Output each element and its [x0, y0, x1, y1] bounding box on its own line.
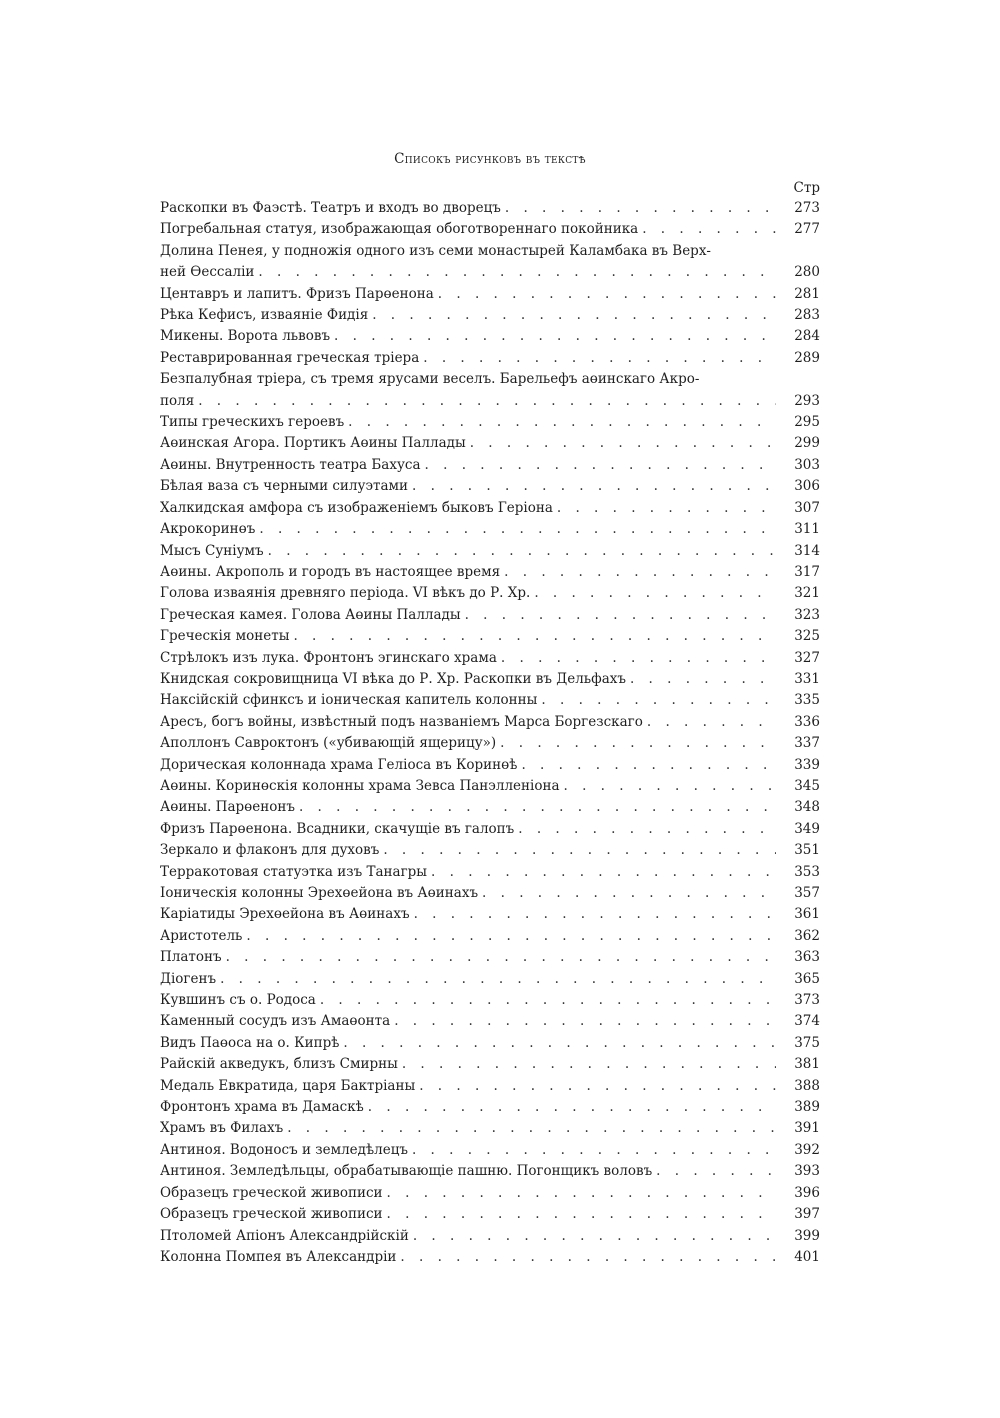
entry-title: Стрѣлокъ изъ лука. Фронтонъ эгинскаго храма	[160, 649, 497, 666]
list-item	[160, 862, 820, 883]
entry-page-number: 388	[794, 1077, 820, 1094]
entry-page-number: 314	[794, 542, 820, 559]
dot-leader	[198, 391, 776, 412]
entry-title: Долина Пенея, у подножія одного изъ семи монастырей Каламбака въ Верх-	[160, 242, 711, 259]
dot-leader	[348, 412, 776, 433]
dot-leader	[394, 1011, 776, 1032]
entry-title: Аресъ, богъ войны, извѣстный подъ названіемъ Марса Боргезскаго	[160, 713, 643, 730]
entry-title: Аөины. Акрополь и городъ въ настоящее время	[160, 563, 501, 580]
list-item	[160, 412, 820, 433]
entry-title-continuation: поля	[160, 392, 195, 409]
entry-page-number: 393	[794, 1163, 820, 1180]
entry-title-continuation: ней Өессаліи	[160, 264, 255, 281]
illustration-index-page	[160, 150, 820, 1268]
dot-leader	[412, 1140, 776, 1161]
entry-title: Халкидская амфора съ изображеніемъ быковъ Геріона	[160, 499, 553, 516]
dot-leader	[320, 990, 776, 1011]
entry-page-number: 362	[794, 927, 820, 944]
entry-page-number: 375	[794, 1034, 820, 1051]
entry-page-number: 373	[794, 992, 820, 1009]
list-item	[160, 690, 820, 711]
dot-leader	[501, 648, 776, 669]
dot-leader	[334, 326, 776, 347]
entry-page-number: 396	[794, 1184, 820, 1201]
dot-leader	[419, 1076, 776, 1097]
list-item	[160, 626, 820, 647]
entry-page-number: 361	[794, 906, 820, 923]
entry-title: Наксійскій сфинксъ и іоническая капитель колонны	[160, 692, 538, 709]
entry-title: Медаль Евкратида, царя Бактріаны	[160, 1077, 416, 1094]
dot-leader	[293, 626, 776, 647]
list-item	[160, 583, 820, 604]
list-item	[160, 1118, 820, 1139]
entry-page-number: 401	[794, 1248, 820, 1265]
entry-page-number: 303	[794, 456, 820, 473]
entry-title: Кувшинъ съ о. Родоса	[160, 992, 316, 1009]
dot-leader	[431, 862, 776, 883]
dot-leader	[226, 947, 776, 968]
entry-page-number: 353	[794, 863, 820, 880]
list-item	[160, 305, 820, 326]
list-item	[160, 433, 820, 454]
entry-page-number: 280	[794, 264, 820, 281]
page-column-header: Стр	[793, 180, 820, 196]
list-item	[160, 883, 820, 904]
entry-title: Раскопки въ Фаэстѣ. Театръ и входъ во дворецъ	[160, 200, 501, 216]
list-item	[160, 455, 820, 476]
entry-title: Образецъ греческой живописи	[160, 1184, 383, 1201]
list-item	[160, 1097, 820, 1118]
dot-leader	[402, 1054, 776, 1075]
entry-page-number: 273	[794, 200, 820, 216]
entry-title: Мысъ Суніумъ	[160, 542, 264, 559]
entry-title: Голова изваянія древняго періода. VI вѣкъ до Р. Хр.	[160, 585, 531, 602]
list-item	[160, 776, 820, 797]
dot-leader	[343, 1033, 776, 1054]
dot-leader	[368, 1097, 776, 1118]
entry-page-number: 289	[794, 349, 820, 366]
dot-leader	[521, 755, 776, 776]
entry-page-number: 345	[794, 777, 820, 794]
list-item	[160, 1076, 820, 1097]
list-item	[160, 519, 820, 540]
dot-leader	[414, 904, 776, 925]
list-item	[160, 241, 820, 284]
dot-leader	[423, 348, 776, 369]
entry-page-number: 365	[794, 970, 820, 987]
dot-leader	[425, 455, 776, 476]
list-item	[160, 1183, 820, 1204]
list-item	[160, 1226, 820, 1247]
entry-page-number: 299	[794, 435, 820, 452]
list-item	[160, 348, 820, 369]
list-item	[160, 1247, 820, 1268]
entry-page-number: 357	[794, 885, 820, 901]
list-item	[160, 712, 820, 733]
entry-page-number: 317	[794, 563, 820, 580]
entry-title: Книдская сокровищница VI вѣка до Р. Хр. Раскопки въ Дельфахъ	[160, 670, 626, 687]
entry-page-number: 323	[794, 606, 820, 623]
entry-page-number: 337	[794, 735, 820, 752]
list-item	[160, 198, 820, 219]
entry-title: Аөинская Агора. Портикъ Аөины Паллады	[160, 435, 466, 452]
dot-leader	[220, 969, 776, 990]
entry-page-number: 307	[794, 499, 820, 516]
entry-page-number: 325	[794, 628, 820, 645]
entry-page-number: 293	[794, 392, 820, 409]
entry-page-number: 374	[794, 1013, 820, 1030]
dot-leader	[438, 284, 776, 305]
dot-leader	[387, 1204, 776, 1225]
list-item	[160, 1204, 820, 1225]
entry-page-number: 381	[794, 1056, 820, 1073]
entry-title: Реставрированная греческая тріера	[160, 349, 420, 366]
dot-leader	[383, 840, 776, 861]
entry-title: Фронтонъ храма въ Дамаскѣ	[160, 1099, 364, 1116]
dot-leader	[412, 476, 776, 497]
list-item	[160, 1054, 820, 1075]
dot-leader	[500, 733, 776, 754]
list-item	[160, 926, 820, 947]
entry-title: Дорическая колоннада храма Геліоса въ Коринөѣ	[160, 756, 518, 773]
entry-title: Терракотовая статуэтка изъ Танагры	[160, 863, 428, 880]
entry-title: Колонна Помпея въ Александріи	[160, 1248, 397, 1265]
list-item	[160, 648, 820, 669]
entry-page-number: 284	[794, 328, 820, 345]
dot-leader	[259, 519, 776, 540]
list-item	[160, 755, 820, 776]
entries-list	[160, 198, 820, 1268]
dot-leader	[387, 1183, 776, 1204]
entry-title: Храмъ въ Филахъ	[160, 1120, 284, 1137]
dot-leader	[465, 605, 776, 626]
dot-leader	[287, 1118, 776, 1139]
entry-title: Типы греческихъ героевъ	[160, 414, 345, 431]
entry-title: Аристотель	[160, 927, 243, 944]
dot-leader	[268, 541, 776, 562]
entry-title: Аполлонъ Савроктонъ («убивающій ящерицу»)	[160, 735, 497, 752]
entry-page-number: 283	[794, 307, 820, 324]
list-item	[160, 969, 820, 990]
dot-leader	[504, 562, 776, 583]
list-item	[160, 541, 820, 562]
list-item	[160, 947, 820, 968]
entry-title: Греческія монеты	[160, 628, 290, 645]
dot-leader	[299, 797, 776, 818]
entry-page-number: 397	[794, 1206, 820, 1223]
entry-title: Акрокоринөъ	[160, 521, 256, 538]
entry-title: Погребальная статуя, изображающая обоготвореннаго покойника	[160, 221, 639, 238]
entry-page-number: 311	[794, 521, 820, 538]
entry-page-number: 321	[794, 585, 820, 602]
list-item	[160, 904, 820, 925]
dot-leader	[518, 819, 776, 840]
entry-title: Безпалубная тріера, съ тремя ярусами веселъ. Барельефъ аөинскаго Акро-	[160, 371, 700, 388]
entry-page-number: 389	[794, 1099, 820, 1116]
entry-title: Антиноя. Земледѣльцы, обрабатывающіе пашню. Погонщикъ воловъ	[160, 1163, 653, 1180]
entry-title: Аөины. Коринөскія колонны храма Зевса Панэлленіона	[160, 777, 560, 794]
list-item	[160, 219, 820, 240]
dot-leader	[564, 776, 777, 797]
entry-title: Микены. Ворота львовъ	[160, 328, 331, 345]
dot-leader	[647, 712, 776, 733]
dot-leader	[541, 690, 776, 711]
entry-title: Антиноя. Водоносъ и земледѣлецъ	[160, 1141, 408, 1158]
entry-page-number: 392	[794, 1141, 820, 1158]
list-item	[160, 605, 820, 626]
list-item	[160, 284, 820, 305]
entry-page-number: 295	[794, 414, 820, 431]
entry-title: Аөины. Внутренность театра Бахуса	[160, 456, 421, 473]
entry-title: Аөины. Парөенонъ	[160, 799, 295, 816]
entry-page-number: 349	[794, 820, 820, 837]
entry-title: Фризъ Парөенона. Всадники, скачущіе въ галопъ	[160, 820, 515, 837]
entry-title: Іоническія колонны Эрехөейона въ Аөинахъ	[160, 885, 479, 901]
entry-title: Рѣка Кефисъ, изваяніе Фидія	[160, 307, 369, 324]
entry-title: Образецъ греческой живописи	[160, 1206, 383, 1223]
dot-leader	[642, 219, 776, 240]
dot-leader	[656, 1161, 776, 1182]
list-item	[160, 990, 820, 1011]
entry-page-number: 335	[794, 692, 820, 709]
list-item	[160, 369, 820, 412]
entry-title: Центавръ и лапитъ. Фризъ Парөенона	[160, 285, 434, 302]
list-item	[160, 1033, 820, 1054]
list-item	[160, 1161, 820, 1182]
entry-title: Видъ Паөоса на о. Кипрѣ	[160, 1034, 340, 1051]
dot-leader	[258, 262, 776, 283]
entry-title: Райскій акведукъ, близъ Смирны	[160, 1056, 398, 1073]
dot-leader	[372, 305, 776, 326]
dot-leader	[482, 883, 776, 904]
entry-page-number: 306	[794, 478, 820, 495]
dot-leader	[505, 198, 776, 219]
list-item	[160, 669, 820, 690]
list-item	[160, 819, 820, 840]
entry-page-number: 339	[794, 756, 820, 773]
entry-page-number: 363	[794, 949, 820, 966]
entry-title: Греческая камея. Голова Аөины Паллады	[160, 606, 461, 623]
entry-page-number: 277	[794, 221, 820, 238]
list-item	[160, 733, 820, 754]
entry-title: Зеркало и флаконъ для духовъ	[160, 842, 380, 859]
dot-leader	[534, 583, 776, 604]
entry-title: Бѣлая ваза съ черными силуэтами	[160, 478, 409, 495]
list-item	[160, 797, 820, 818]
page-title: Списокъ рисунковъ въ текстѣ	[394, 151, 586, 167]
list-item	[160, 840, 820, 861]
dot-leader	[470, 433, 776, 454]
list-item	[160, 498, 820, 519]
list-item	[160, 1140, 820, 1161]
list-item	[160, 1011, 820, 1032]
entry-page-number: 327	[794, 649, 820, 666]
entry-page-number: 348	[794, 799, 820, 816]
entry-page-number: 281	[794, 285, 820, 302]
entry-title: Птоломей Апіонъ Александрійскій	[160, 1227, 409, 1244]
entry-title: Каменный сосудъ изъ Амаөонта	[160, 1013, 391, 1030]
dot-leader	[557, 498, 776, 519]
list-item	[160, 476, 820, 497]
dot-leader	[400, 1247, 776, 1268]
entry-page-number: 351	[794, 842, 820, 859]
entry-page-number: 336	[794, 713, 820, 730]
dot-leader	[413, 1226, 776, 1247]
list-item	[160, 562, 820, 583]
entry-page-number: 331	[794, 670, 820, 687]
entry-page-number: 391	[794, 1120, 820, 1137]
dot-leader	[630, 669, 776, 690]
entry-title: Платонъ	[160, 949, 222, 966]
entry-title: Діогенъ	[160, 970, 217, 987]
dot-leader	[246, 926, 776, 947]
list-item	[160, 326, 820, 347]
entry-title: Каріатиды Эрехөейона въ Аөинахъ	[160, 906, 410, 923]
entry-page-number: 399	[794, 1227, 820, 1244]
